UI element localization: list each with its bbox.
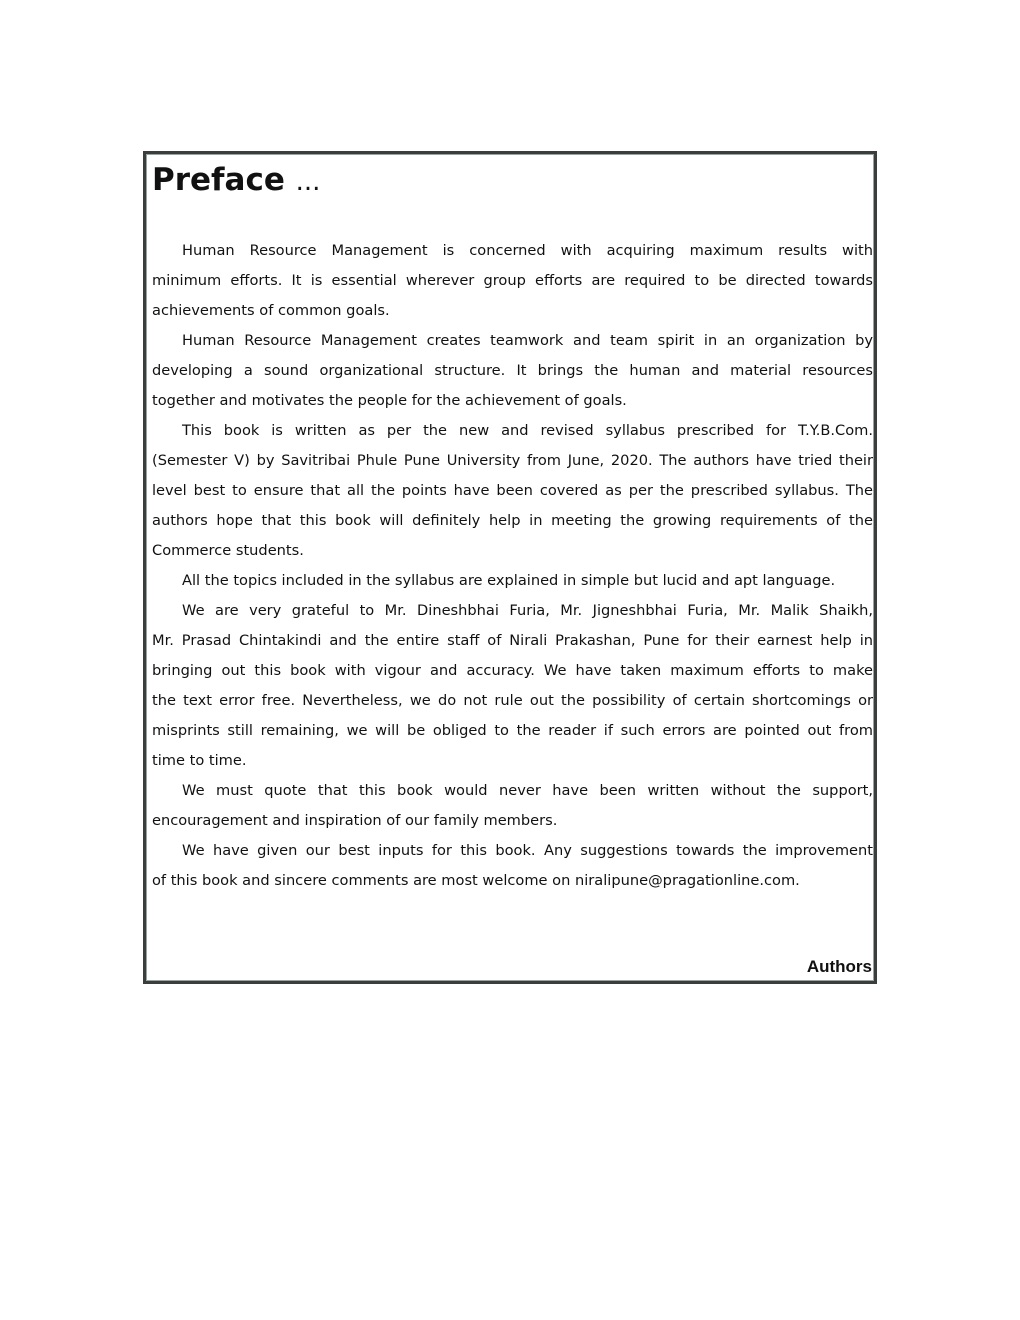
text-line: the text error free. Nevertheless, we do not rule out the possibility of certain shortcomings or	[152, 692, 873, 709]
text-line: Commerce students.	[152, 542, 304, 559]
text-line: All the topics included in the syllabus are explained in simple but lucid and apt language.	[182, 572, 836, 589]
paragraph	[152, 566, 873, 596]
text-line: authors hope that this book will definitely help in meeting the growing requirements of the	[152, 512, 873, 529]
text-line: together and motivates the people for the achievement of goals.	[152, 392, 627, 409]
page-title	[152, 162, 320, 198]
text-line: We must quote that this book would never have been written without the support,	[182, 782, 873, 799]
signature: Authors	[806, 957, 872, 976]
text-line: developing a sound organizational structure. It brings the human and material resources	[152, 362, 873, 379]
paragraph	[152, 236, 873, 326]
text-line: of this book and sincere comments are most welcome on niralipune@pragationline.com.	[152, 872, 800, 889]
title-text: Preface	[152, 162, 285, 198]
text-line: encouragement and inspiration of our family members.	[152, 812, 558, 829]
text-line: Human Resource Management creates teamwork and team spirit in an organization by	[182, 332, 873, 349]
text-line: Human Resource Management is concerned with acquiring maximum results with	[182, 242, 873, 259]
text-line: Mr. Prasad Chintakindi and the entire staff of Nirali Prakashan, Pune for their earnest help in	[152, 632, 873, 649]
text-line: misprints still remaining, we will be obliged to the reader if such errors are pointed out from	[152, 722, 873, 739]
paragraph	[152, 326, 873, 416]
preface-box	[143, 151, 877, 984]
title-ellipsis: ...	[295, 167, 321, 197]
paragraph	[152, 776, 873, 836]
text-line: We are very grateful to Mr. Dineshbhai Furia, Mr. Jigneshbhai Furia, Mr. Malik Shaikh,	[182, 602, 873, 619]
text-line: minimum efforts. It is essential wherever group efforts are required to be directed towards	[152, 272, 873, 289]
text-line: bringing out this book with vigour and accuracy. We have taken maximum efforts to make	[152, 662, 873, 679]
text-line: level best to ensure that all the points have been covered as per the prescribed syllabus. The	[152, 482, 873, 499]
text-line: achievements of common goals.	[152, 302, 390, 319]
preface-body	[152, 236, 873, 896]
text-line: This book is written as per the new and revised syllabus prescribed for T.Y.B.Com.	[182, 422, 873, 439]
paragraph	[152, 596, 873, 776]
paragraph	[152, 416, 873, 566]
text-line: (Semester V) by Savitribai Phule Pune University from June, 2020. The authors have tried their	[152, 452, 873, 469]
paragraph	[152, 836, 873, 896]
text-line: We have given our best inputs for this book. Any suggestions towards the improvement	[182, 842, 873, 859]
text-line: time to time.	[152, 752, 247, 769]
